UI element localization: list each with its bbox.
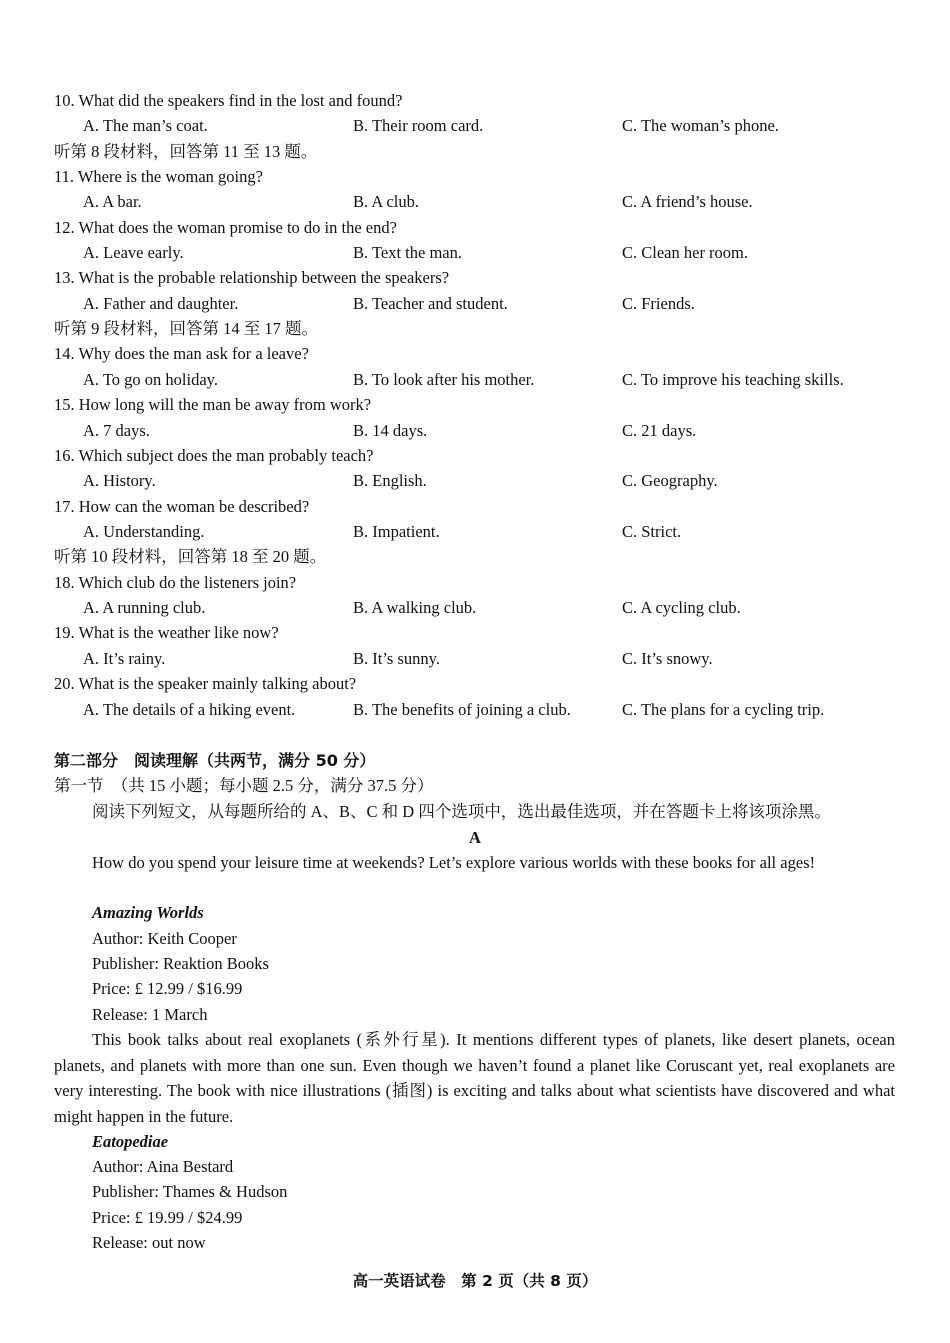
book1-price: Price: £ 12.99 / $16.99 [92, 979, 243, 998]
q13-option-a: A. Father and daughter. [83, 294, 239, 313]
question-15: 15. How long will the man be away from work? [54, 395, 372, 414]
q15-option-b: B. 14 days. [353, 421, 428, 440]
q11-option-c: C. A friend’s house. [622, 192, 753, 211]
q20-option-c: C. The plans for a cycling trip. [622, 700, 825, 719]
question-13: 13. What is the probable relationship between the speakers? [54, 268, 450, 287]
page-footer: 高一英语试卷 第 2 页（共 8 页） [352, 1272, 598, 1290]
part2-section1: 第一节 （共 15 小题；每小题 2.5 分，满分 37.5 分） [54, 776, 434, 795]
q18-option-a: A. A running club. [83, 598, 206, 617]
book2-title: Eatopediae [92, 1132, 169, 1151]
q15-option-a: A. 7 days. [83, 421, 150, 440]
book2-price: Price: £ 19.99 / $24.99 [92, 1208, 243, 1227]
book1-author: Author: Keith Cooper [92, 929, 237, 948]
question-14: 14. Why does the man ask for a leave? [54, 344, 309, 363]
q19-option-b: B. It’s sunny. [353, 649, 440, 668]
question-16: 16. Which subject does the man probably teach? [54, 446, 374, 465]
q12-option-b: B. Text the man. [353, 243, 462, 262]
q13-option-b: B. Teacher and student. [353, 294, 508, 313]
q14-option-a: A. To go on holiday. [83, 370, 218, 389]
q14-option-b: B. To look after his mother. [353, 370, 535, 389]
book2-publisher: Publisher: Thames & Hudson [92, 1182, 288, 1201]
question-17: 17. How can the woman be described? [54, 497, 310, 516]
q18-option-b: B. A walking club. [353, 598, 477, 617]
q10-option-b: B. Their room card. [353, 116, 484, 135]
q20-option-a: A. The details of a hiking event. [83, 700, 296, 719]
question-10: 10. What did the speakers find in the lost and found? [54, 91, 403, 110]
q12-option-a: A. Leave early. [83, 243, 184, 262]
q11-option-a: A. A bar. [83, 192, 142, 211]
q19-option-a: A. It’s rainy. [83, 649, 166, 668]
q10-option-a: A. The man’s coat. [83, 116, 208, 135]
q12-option-c: C. Clean her room. [622, 243, 749, 262]
section-header-9: 听第 9 段材料，回答第 14 至 17 题。 [54, 319, 318, 338]
q19-option-c: C. It’s snowy. [622, 649, 713, 668]
q18-option-c: C. A cycling club. [622, 598, 741, 617]
q13-option-c: C. Friends. [622, 294, 695, 313]
section-header-10: 听第 10 段材料，回答第 18 至 20 题。 [54, 547, 327, 566]
q15-option-c: C. 21 days. [622, 421, 697, 440]
book1-publisher: Publisher: Reaktion Books [92, 954, 269, 973]
section-header-8: 听第 8 段材料，回答第 11 至 13 题。 [54, 142, 318, 161]
book2-author: Author: Aina Bestard [92, 1157, 234, 1176]
question-11: 11. Where is the woman going? [54, 167, 263, 186]
q16-option-c: C. Geography. [622, 471, 718, 490]
passage-intro: How do you spend your leisure time at weekends? Let’s explore various worlds with these books for all ages! [92, 853, 816, 872]
question-12: 12. What does the woman promise to do in the end? [54, 218, 397, 237]
part2-instruction: 阅读下列短文，从每题所给的 A、B、C 和 D 四个选项中，选出最佳选项，并在答题卡上将该项涂黑。 [92, 802, 831, 821]
book2-release: Release: out now [92, 1233, 206, 1252]
q17-option-b: B. Impatient. [353, 522, 440, 541]
q16-option-a: A. History. [83, 471, 156, 490]
book1-description: This book talks about real exoplanets (系外行星). It mentions different types of planets, like desert planets, ocean planets, and planets with more than one sun. Even though we haven’t found a planet like Coruscant yet, real exoplanets are very interesting. The book with nice illustrations (插图) is exciting and talks about what scientists have discovered and what might happen in the future. [54, 1030, 895, 1126]
book1-title: Amazing Worlds [92, 903, 204, 922]
q10-option-c: C. The woman’s phone. [622, 116, 779, 135]
book1-release: Release: 1 March [92, 1005, 208, 1024]
passage-label: A [469, 828, 481, 847]
q11-option-b: B. A club. [353, 192, 420, 211]
q17-option-c: C. Strict. [622, 522, 682, 541]
question-20: 20. What is the speaker mainly talking about? [54, 674, 357, 693]
q14-option-c: C. To improve his teaching skills. [622, 370, 844, 389]
q16-option-b: B. English. [353, 471, 427, 490]
question-18: 18. Which club do the listeners join? [54, 573, 297, 592]
part2-title: 第二部分 阅读理解（共两节，满分 50 分） [54, 751, 376, 770]
question-19: 19. What is the weather like now? [54, 623, 279, 642]
q17-option-a: A. Understanding. [83, 522, 205, 541]
q20-option-b: B. The benefits of joining a club. [353, 700, 571, 719]
